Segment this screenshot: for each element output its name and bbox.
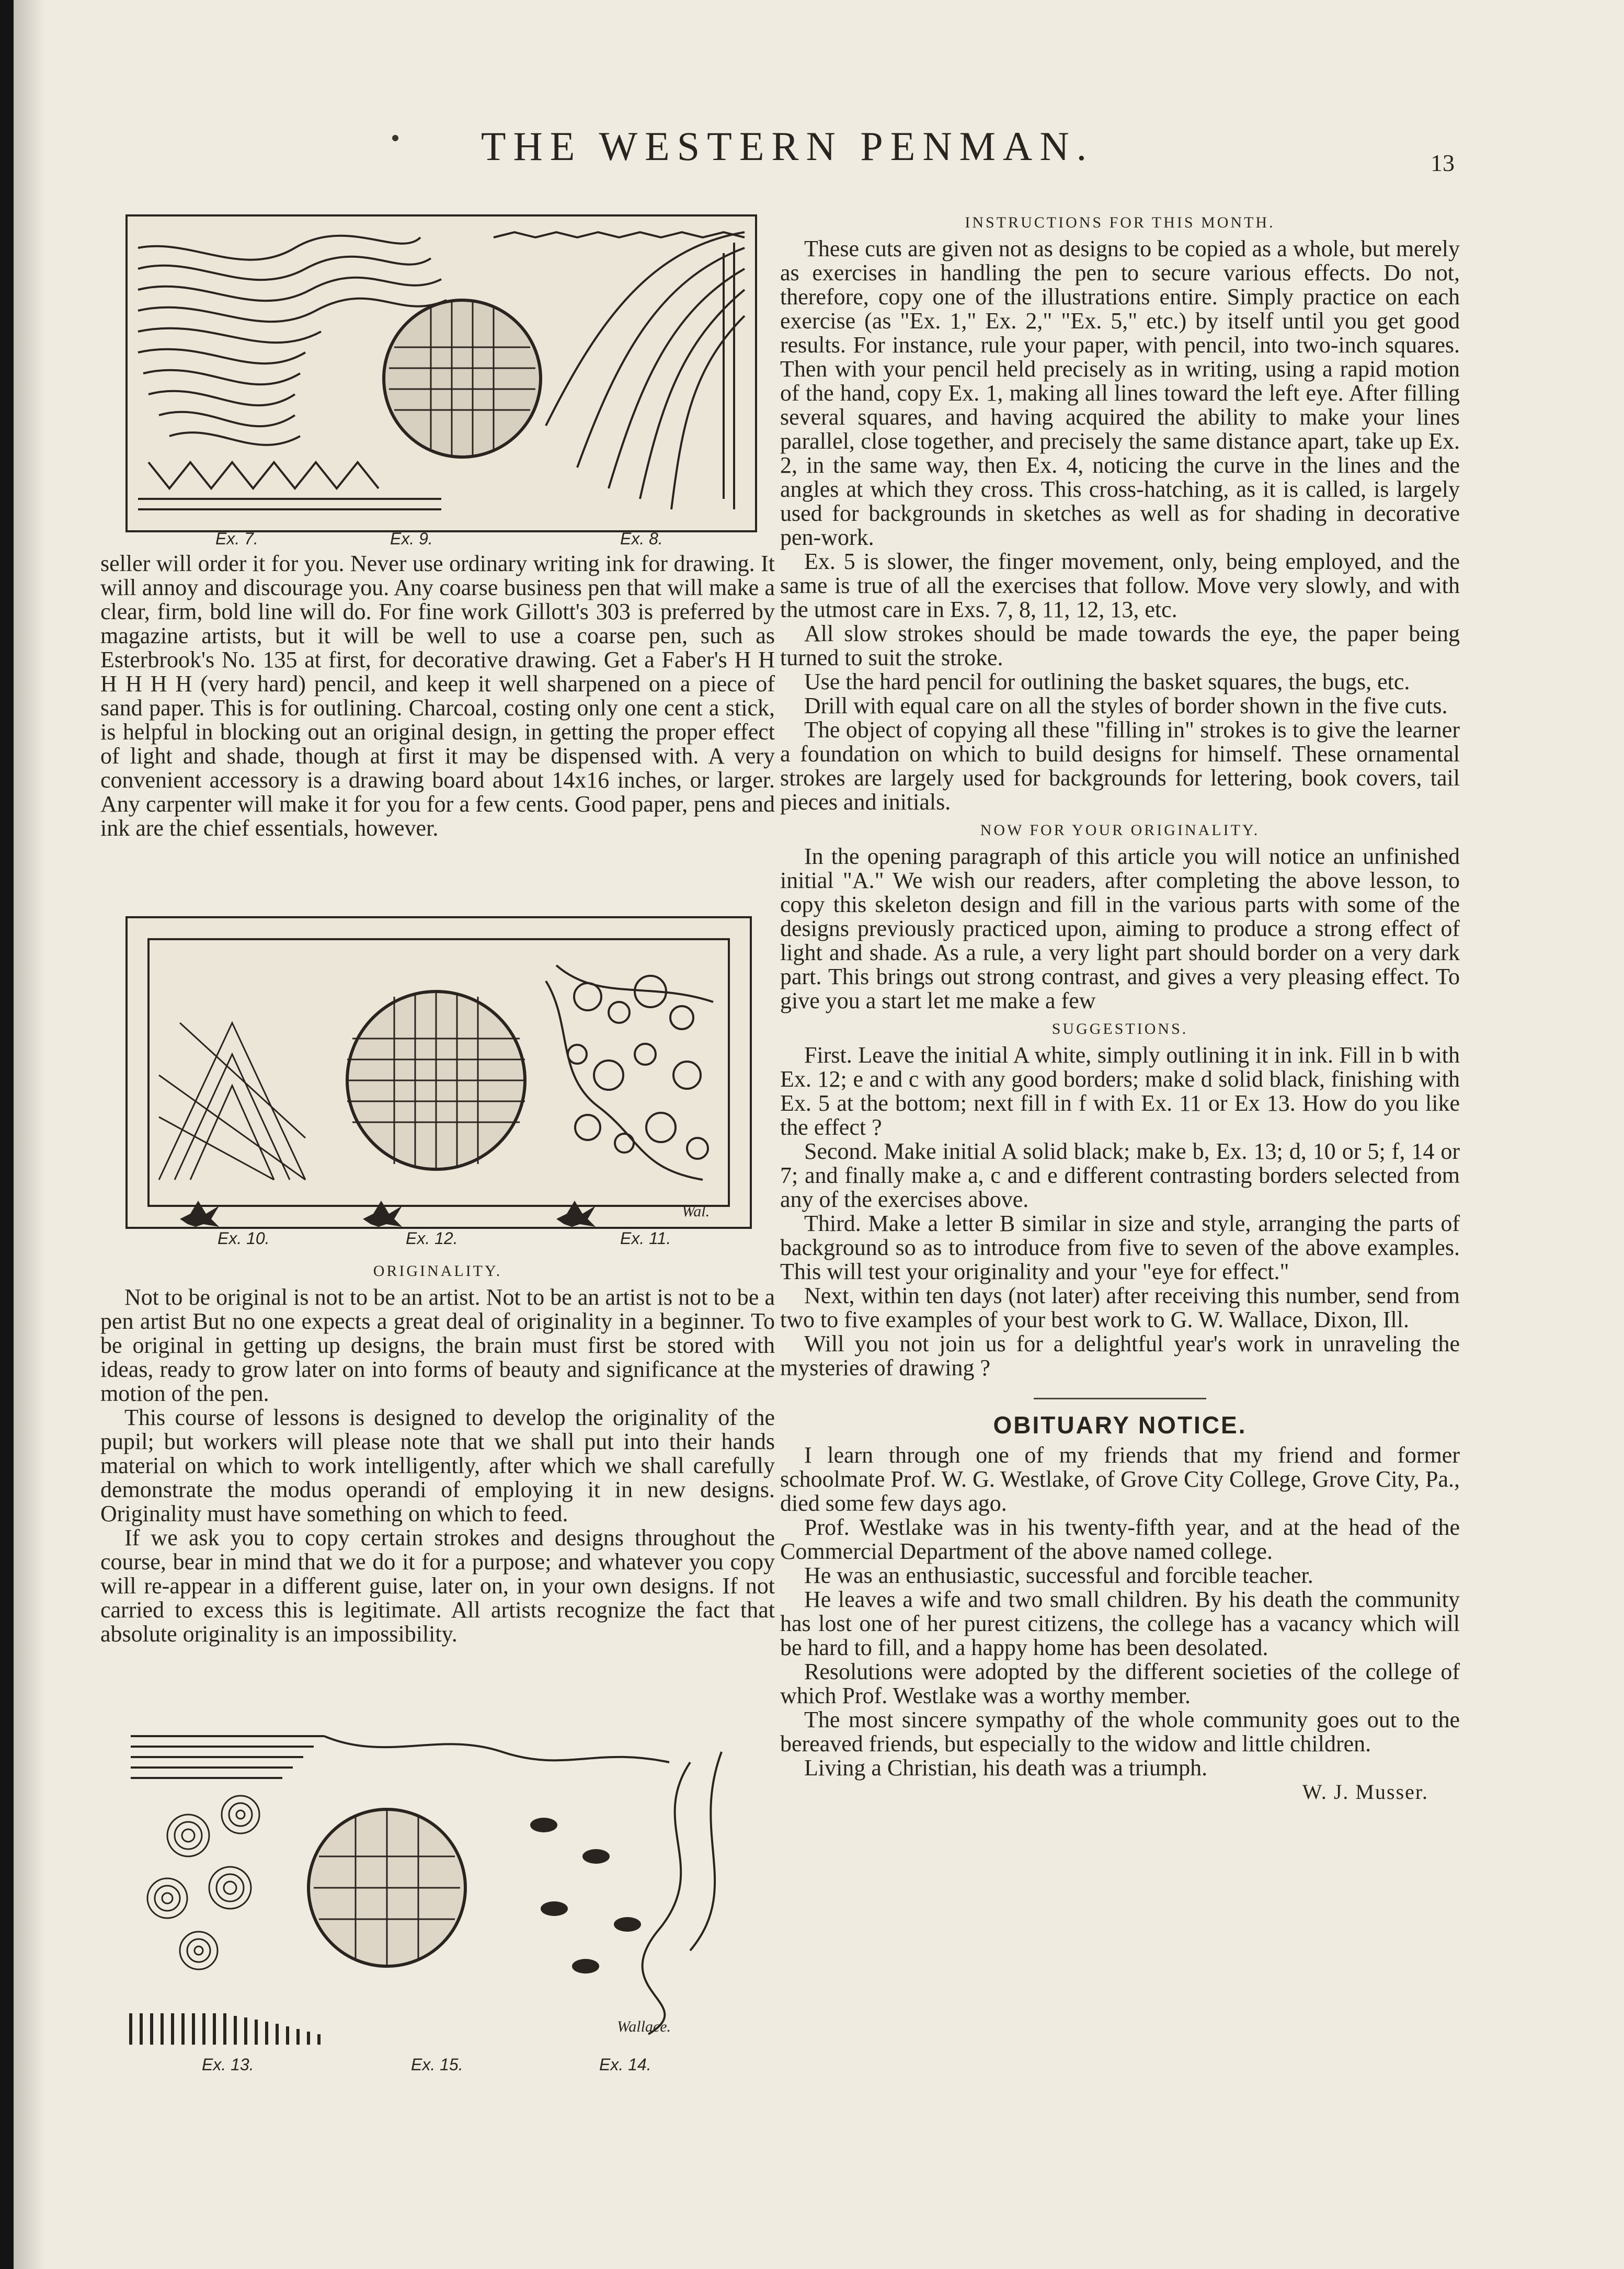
obituary-paragraph-4: He leaves a wife and two small children. By his death the community has lost one of her purest citizens, the college has a vacancy which will be hard to fill, and a happy home has been desolated. [780,1587,1460,1660]
now-originality-heading: NOW FOR YOUR ORIGINALITY. [980,822,1260,839]
caption-ex-12: Ex. 12. [406,1229,458,1248]
suggestion-second: Second. Make initial A solid black; make b, Ex. 13; d, 10 or 5; f, 14 or 7; and finally make a, c and e different contrasting borders selected from any of the exercises above. [780,1138,1460,1212]
instructions-paragraph-1: These cuts are given not as designs to be copied as a whole, but merely as exercises in handling the pen to secure various effects. Do not, therefore, copy one of the illustrations entire. Simply practice on each exercise (as "Ex. 1," Ex. 2," "Ex. 5," etc.) by itself until you get good results. For instance, rule your paper, with pencil, into two-inch squares. Then with your pencil held precisely as in writing, using a rapid motion of the hand, copy Ex. 1, making all lines toward the left eye. After filling several squares, and having acquired the ability to make your lines parallel, close together, and precisely the same distance apart, take up Ex. 2, in the same way, then Ex. 4, noticing the curve in the lines and the angles at which they cross. This cross-hatching, as it is called, is largely used for backgrounds in sketches as well as for shading in decorative pen-work. [780,236,1460,550]
suggestion-third: Third. Make a letter B similar in size and style, arranging the parts of background so as to introduce from five to seven of the above examples. This will test your originality and your "eye for effect." [780,1211,1460,1284]
left-column-intro [100,552,775,840]
caption-ex-7: Ex. 7. [215,529,258,548]
caption-ex-14: Ex. 14. [599,2055,651,2074]
ornament-drawing-1 [128,216,755,530]
intro-paragraph: seller will order it for you. Never use ordinary writing ink for drawing. It will annoy and discourage you. Any coarse business pen that will make a clear, firm, bold line will do. For fine work Gillott's 303 is preferred by magazine artists, but it will be well to use a coarse pen, such as Esterbrook's No. 135 at first, for decorative drawing. Get a Faber's H H H H H H (very hard) pencil, and keep it well sharpened on a piece of sand paper. This is for outlining. Charcoal, costing only one cent a stick, is helpful in blocking out an original design, in getting the proper effect of light and shade, though at first it may be dispensed with. A very convenient accessory is a drawing board about 14x16 inches, or larger. Any carpenter will make it for you for a few cents. Good paper, pens and ink are the chief essentials, however. [100,551,775,841]
obituary-paragraph-1: I learn through one of my friends that my friend and former schoolmate Prof. W. G. Westlake, of Grove City College, Grove City, Pa., died some few days ago. [780,1442,1460,1516]
originality-paragraph-1: Not to be original is not to be an artist. Not to be an artist is not to be a pen artist But no one expects a great deal of originality in a beginner. To be original in getting up designs, the brain must first be stored with ideas, ready to grow later on into forms of beauty and significance at the motion of the pen. [100,1284,775,1406]
caption-ex-11: Ex. 11. [620,1229,671,1248]
basket-sphere [384,300,541,457]
caption-ex-13: Ex. 13. [202,2055,254,2074]
obituary-signature: W. J. Musser. [1302,1780,1428,1804]
suggestion-first: First. Leave the initial A white, simply outlining it in ink. Fill in b with Ex. 12; e and c with any good borders; make d solid black, finishing with Ex. 5 at the bottom; next fill in f with Ex. 11 or Ex 13. How do you like the effect ? [780,1042,1460,1140]
obituary-paragraph-2: Prof. Westlake was in his twenty-fifth year, and at the head of the Commercial Department of the above named college. [780,1514,1460,1564]
instructions-paragraph-2: Ex. 5 is slower, the finger movement, only, being employed, and the same is true of all the exercises that follow. Move very slowly, and with the utmost care in Exs. 7, 8, 11, 12, 13, etc. [780,549,1460,622]
section-divider [1034,1398,1206,1399]
figure-2-signature: Wal. [682,1203,710,1220]
printer-dot [392,135,398,141]
obituary-paragraph-5: Resolutions were adopted by the different societies of the college of which Prof. Westlake was a worthy member. [780,1659,1460,1708]
instructions-paragraph-4: Use the hard pencil for outlining the basket squares, the bugs, etc. [804,669,1410,694]
suggestion-closing: Will you not join us for a delightful year's work in unraveling the mysteries of drawing ? [780,1331,1460,1381]
binding-edge [0,0,14,2269]
obituary-paragraph-3: He was an enthusiastic, successful and forcible teacher. [804,1563,1313,1588]
caption-ex-8: Ex. 8. [620,529,663,548]
instructions-paragraph-5: Drill with equal care on all the styles of border shown in the five cuts. [804,693,1448,719]
obituary-paragraph-6: The most sincere sympathy of the whole community goes out to the bereaved friends, but especially to the widow and little children. [780,1707,1460,1757]
instructions-paragraph-6: The object of copying all these "filling in" strokes is to give the learner a foundation on which to build designs for himself. These ornamental strokes are largely used for backgrounds for lettering, book covers, tail pieces and initials. [780,717,1460,815]
now-originality-paragraph: In the opening paragraph of this article you will notice an unfinished initial "A." We wish our readers, after completing the above lesson, to copy this skeleton design and fill in the various parts with some of the designs previously practiced upon, aiming to produce a strong effect of light and shade. As a rule, a very light part should border on a very dark part. This brings out strong contrast, and gives a very pleasing effect. To give you a start let me make a few [780,843,1460,1013]
obituary-closing-line: Living a Christian, his death was a triumph. [804,1755,1208,1781]
ornament-drawing-2 [128,918,750,1227]
instructions-paragraph-3: All slow strokes should be made towards the eye, the paper being turned to suit the stroke. [780,621,1460,670]
obituary-heading: OBITUARY NOTICE. [993,1411,1247,1439]
caption-ex-9: Ex. 9. [390,529,433,548]
originality-heading: ORIGINALITY. [373,1262,502,1280]
magazine-page [14,0,1624,2269]
suggestions-heading: SUGGESTIONS. [1051,1020,1188,1037]
suggestion-next: Next, within ten days (not later) after receiving this number, send from two to five examples of your best work to G. W. Wallace, Dixon, Ill. [780,1283,1460,1332]
caption-ex-10: Ex. 10. [218,1229,270,1248]
masthead-title: THE WESTERN PENMAN. [481,123,1094,169]
instructions-heading: INSTRUCTIONS FOR THIS MONTH. [965,214,1275,231]
caption-ex-15: Ex. 15. [411,2055,463,2074]
left-column-originality [100,1255,775,1646]
figure-3-signature: Wallace. [617,2018,671,2035]
ornament-drawing-3 [125,1731,748,2050]
page-number: 13 [1431,150,1455,176]
figure-ex-7-8-9 [125,214,757,532]
right-column [780,207,1460,1804]
figure-ex-13-14-15 [125,1731,748,2050]
originality-paragraph-3: If we ask you to copy certain strokes and designs throughout the course, bear in mind that we do it for a purpose; and whatever you copy will re-appear in a different guise, later on, in your own designs. If not carried to excess this is legitimate. All artists recognize the fact that absolute originality is an impossibility. [100,1525,775,1647]
page-gutter-shadow [14,0,45,2269]
figure-ex-10-11-12 [125,916,752,1229]
originality-paragraph-2: This course of lessons is designed to develop the originality of the pupil; but workers will please note that we shall put into their hands material on which to work intelligently, after which we shall carefully demonstrate the modus operandi of employing it in new designs. Originality must have something on which to feed. [100,1405,775,1526]
